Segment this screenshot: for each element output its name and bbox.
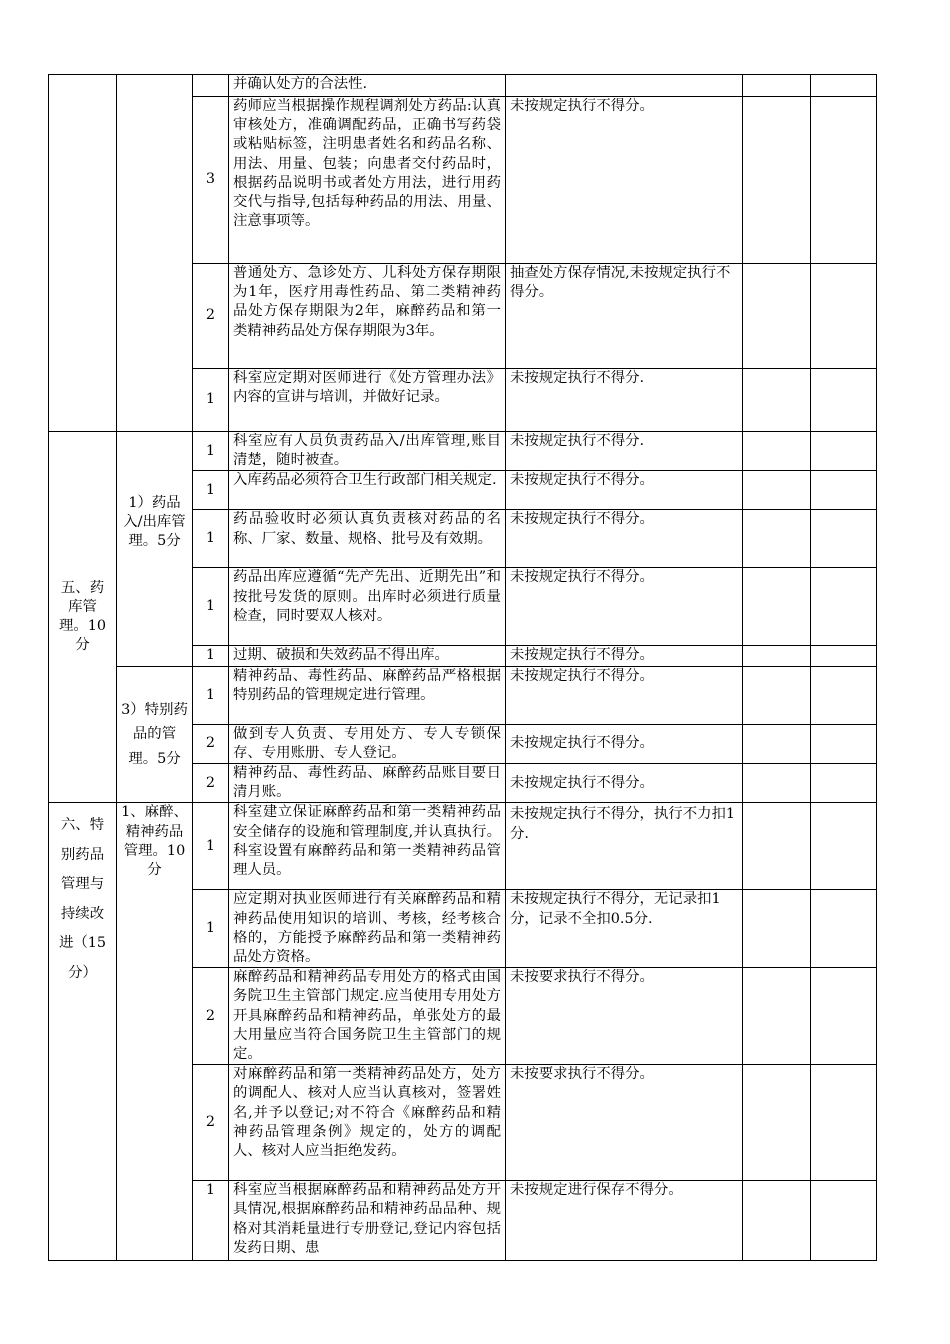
remark-cell — [811, 264, 877, 369]
remark-cell — [811, 97, 877, 264]
standard-content: 做到专人负责、专用处方、专人专锁保存、专用账册、专人登记。 — [229, 724, 506, 763]
standard-content: 科室应定期对医师进行《处方管理办法》内容的宣讲与培训，并做好记录。 — [229, 369, 506, 432]
scoring-criteria: 未按规定执行不得分。 — [506, 764, 743, 803]
standard-content: 应定期对执业医师进行有关麻醉药品和精神药品使用知识的培训、考核，经考核合格的，方能授予麻醉药品和第一类精神药品处方资格。 — [229, 890, 506, 968]
scoring-criteria: 未按规定执行不得分。 — [506, 568, 743, 646]
self-score-cell — [743, 968, 811, 1065]
subcategory-inbound-outbound: 1）药品入/出库管理。5分 — [117, 432, 193, 667]
score-cell: 1 — [193, 471, 229, 510]
standard-content: 科室建立保证麻醉药品和第一类精神药品安全储存的设施和管理制度,并认真执行。科室设置有麻醉药品和第一类精神药品管理人员。 — [229, 803, 506, 890]
score-cell: 2 — [193, 1065, 229, 1181]
self-score-cell — [743, 97, 811, 264]
remark-cell — [811, 369, 877, 432]
score-cell: 3 — [193, 97, 229, 264]
self-score-cell — [743, 646, 811, 666]
score-cell: 2 — [193, 264, 229, 369]
category-cell-empty — [49, 75, 117, 432]
remark-cell — [811, 724, 877, 763]
remark-cell — [811, 568, 877, 646]
remark-cell — [811, 968, 877, 1065]
scoring-criteria: 未按规定执行不得分。 — [506, 646, 743, 666]
remark-cell — [811, 471, 877, 510]
standard-content: 并确认处方的合法性. — [229, 75, 506, 97]
scoring-criteria: 未按规定进行保存不得分。 — [506, 1181, 743, 1261]
standard-content: 精神药品、毒性药品、麻醉药品账目要日清月账。 — [229, 764, 506, 803]
subcategory-special-drugs: 3）特别药品的管理。5分 — [117, 666, 193, 803]
scoring-criteria: 抽查处方保存情况,未按规定执行不得分。 — [506, 264, 743, 369]
score-cell: 2 — [193, 968, 229, 1065]
remark-cell — [811, 1065, 877, 1181]
remark-cell — [811, 1181, 877, 1261]
table-row — [49, 803, 877, 890]
scoring-criteria: 未按规定执行不得分。 — [506, 97, 743, 264]
standard-content: 对麻醉药品和第一类精神药品处方，处方的调配人、核对人应当认真核对，签署姓名,并予以登记;对不符合《麻醉药品和精神药品管理条例》规定的，处方的调配人、核对人应当拒绝发药。 — [229, 1065, 506, 1181]
remark-cell — [811, 666, 877, 724]
score-cell: 1 — [193, 666, 229, 724]
score-cell: 1 — [193, 510, 229, 568]
remark-cell — [811, 646, 877, 666]
self-score-cell — [743, 890, 811, 968]
score-cell: 2 — [193, 764, 229, 803]
table-row — [49, 666, 877, 724]
standard-content: 普通处方、急诊处方、儿科处方保存期限为1年，医疗用毒性药品、第二类精神药品处方保存期限为2年，麻醉药品和第一类精神药品处方保存期限为3年。 — [229, 264, 506, 369]
standard-content: 精神药品、毒性药品、麻醉药品严格根据特别药品的管理规定进行管理。 — [229, 666, 506, 724]
remark-cell — [811, 432, 877, 471]
scoring-criteria: 未按规定执行不得分。 — [506, 510, 743, 568]
standard-content: 药品验收时必须认真负责核对药品的名称、厂家、数量、规格、批号及有效期。 — [229, 510, 506, 568]
standard-content: 科室应有人员负责药品入/出库管理,账目清楚，随时被查。 — [229, 432, 506, 471]
self-score-cell — [743, 724, 811, 763]
standard-content: 过期、破损和失效药品不得出库。 — [229, 646, 506, 666]
category-drug-storage: 五、药库管理。10分 — [49, 432, 117, 803]
score-cell: 1 — [193, 432, 229, 471]
scoring-criteria: 未按规定执行不得分，无记录扣1分，记录不全扣0.5分. — [506, 890, 743, 968]
table-row — [49, 432, 877, 471]
scoring-criteria: 未按规定执行不得分. — [506, 432, 743, 471]
scoring-criteria — [506, 75, 743, 97]
remark-cell — [811, 510, 877, 568]
evaluation-table — [48, 74, 877, 1261]
standard-content: 科室应当根据麻醉药品和精神药品处方开具情况,根据麻醉药品和精神药品品种、规格对其消耗量进行专册登记,登记内容包括发药日期、患 — [229, 1181, 506, 1261]
table-row — [49, 75, 877, 97]
remark-cell — [811, 75, 877, 97]
self-score-cell — [743, 369, 811, 432]
subcategory-cell-empty — [117, 75, 193, 432]
remark-cell — [811, 890, 877, 968]
self-score-cell — [743, 803, 811, 890]
self-score-cell — [743, 471, 811, 510]
scoring-criteria: 未按规定执行不得分，执行不力扣1分. — [506, 803, 743, 890]
self-score-cell — [743, 510, 811, 568]
scoring-criteria: 未按要求执行不得分。 — [506, 1065, 743, 1181]
score-cell: 2 — [193, 724, 229, 763]
self-score-cell — [743, 1181, 811, 1261]
standard-content: 麻醉药品和精神药品专用处方的格式由国务院卫生主管部门规定.应当使用专用处方开具麻醉药品和精神药品，单张处方的最大用量应当符合国务院卫生主管部门的规定。 — [229, 968, 506, 1065]
self-score-cell — [743, 764, 811, 803]
scoring-criteria: 未按规定执行不得分。 — [506, 724, 743, 763]
score-cell: 1 — [193, 890, 229, 968]
score-cell: 1 — [193, 1181, 229, 1261]
score-cell: 1 — [193, 369, 229, 432]
self-score-cell — [743, 568, 811, 646]
self-score-cell — [743, 666, 811, 724]
standard-content: 药师应当根据操作规程调剂处方药品:认真审核处方，准确调配药品，正确书写药袋或粘贴标签，注明患者姓名和药品名称、用法、用量、包装；向患者交付药品时，根据药品说明书或者处方用法，进行用药交代与指导,包括每种药品的用法、用量、注意事项等。 — [229, 97, 506, 264]
remark-cell — [811, 803, 877, 890]
standard-content: 药品出库应遵循“先产先出、近期先出”和按批号发货的原则。出库时必须进行质量检查，同时要双人核对。 — [229, 568, 506, 646]
standard-content: 入库药品必须符合卫生行政部门相关规定. — [229, 471, 506, 510]
self-score-cell — [743, 432, 811, 471]
self-score-cell — [743, 264, 811, 369]
score-cell: 1 — [193, 803, 229, 890]
scoring-criteria: 未按要求执行不得分。 — [506, 968, 743, 1065]
score-cell: 1 — [193, 646, 229, 666]
score-cell: 1 — [193, 568, 229, 646]
category-special-drug-management: 六、特别药品管理与持续改进（15分） — [49, 803, 117, 1261]
scoring-criteria: 未按规定执行不得分。 — [506, 471, 743, 510]
scoring-criteria: 未按规定执行不得分。 — [506, 666, 743, 724]
self-score-cell — [743, 1065, 811, 1181]
score-cell — [193, 75, 229, 97]
remark-cell — [811, 764, 877, 803]
subcategory-narcotic-psychotropic: 1、麻醉、精神药品管理。10分 — [117, 803, 193, 1261]
self-score-cell — [743, 75, 811, 97]
scoring-criteria: 未按规定执行不得分. — [506, 369, 743, 432]
